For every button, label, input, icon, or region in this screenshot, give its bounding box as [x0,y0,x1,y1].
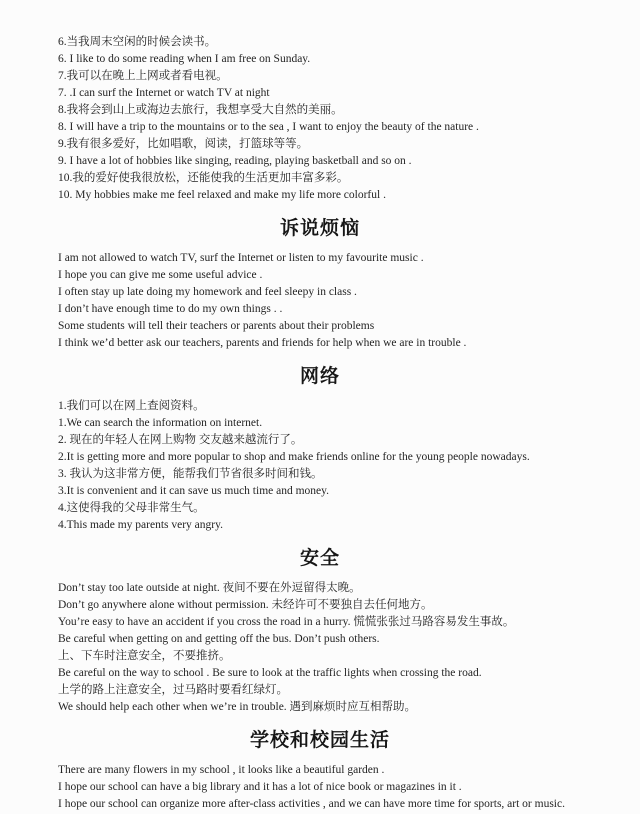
text-line: I am not allowed to watch TV, surf the Internet or listen to my favourite music . [58,252,424,264]
text-line: 3. 我认为这非常方便，能帮我们节省很多时间和钱。 [58,468,323,480]
text-line: I hope our school can have a big library and it has a lot of nice book or magazines in it . [58,781,462,793]
section-hobbies [58,34,600,204]
text-line: I often stay up late doing my homework and feel sleepy in class . [58,286,357,298]
text-line: 1.我们可以在网上查阅资料。 [58,400,205,412]
text-line: 2. 现在的年轻人在网上购物 交友越来越流行了。 [58,434,303,446]
section-heading-internet: 网络 [299,366,340,387]
text-line: Be careful on the way to school . Be sure to look at the traffic lights when crossing the road. [58,667,482,679]
text-line: 上、下车时注意安全，不要推挤。 [58,650,231,662]
text-line: I don’t have enough time to do my own things . . [58,303,283,315]
text-line: 8.我将会到山上或海边去旅行，我想享受大自然的美丽。 [58,104,343,116]
text-line: 9.我有很多爱好，比如唱歌，阅读，打篮球等等。 [58,138,309,150]
text-line: You’re easy to have an accident if you cross the road in a hurry. 慌慌张张过马路容易发生事故。 [58,616,515,628]
text-line: There are many flowers in my school , it looks like a beautiful garden . [58,764,385,776]
text-line: 7. .I can surf the Internet or watch TV at night [58,87,270,99]
text-line: 6. I like to do some reading when I am free on Sunday. [58,53,311,65]
text-line: 10.我的爱好使我很放松，还能使我的生活更加丰富多彩。 [58,172,349,184]
text-line: Don’t go anywhere alone without permission. 未经许可不要独自去任何地方。 [58,599,433,611]
text-line: 1.We can search the information on internet. [58,417,263,429]
text-line: Some students will tell their teachers or parents about their problems [58,320,375,332]
section-school-life [58,728,600,813]
section-internet [58,364,600,534]
section-heading-troubles: 诉说烦恼 [279,218,360,239]
text-line: I think we’d better ask our teachers, parents and friends for help when we are in trouble . [58,337,467,349]
text-line: 4.This made my parents very angry. [58,519,223,531]
text-line: 7.我可以在晚上上网或者看电视。 [58,70,228,82]
text-line: 上学的路上注意安全，过马路时要看红绿灯。 [58,684,288,696]
section-safety [58,546,600,716]
text-line: 9. I have a lot of hobbies like singing, reading, playing basketball and so on . [58,155,412,167]
section-heading-safety: 安全 [299,548,340,569]
text-line: 4.这使得我的父母非常生气。 [58,502,205,514]
text-line: We should help each other when we’re in trouble. 遇到麻烦时应互相帮助。 [58,701,417,713]
text-line: 6.当我周末空闲的时候会读书。 [58,36,217,48]
text-line: I hope our school can organize more after-class activities , and we can have more time for sports, art or music. [58,798,565,810]
text-line: 8. I will have a trip to the mountains or to the sea , I want to enjoy the beauty of the nature . [58,121,479,133]
text-line: Don’t stay too late outside at night. 夜间不要在外逗留得太晚。 [58,582,361,594]
text-line: I hope you can give me some useful advice . [58,269,263,281]
section-troubles [58,216,600,352]
text-line: 10. My hobbies make me feel relaxed and make my life more colorful . [58,189,386,201]
text-line: 3.It is convenient and it can save us much time and money. [58,485,330,497]
section-heading-school-life: 学校和校园生活 [249,730,390,751]
text-line: Be careful when getting on and getting off the bus. Don’t push others. [58,633,380,645]
text-line: 2.It is getting more and more popular to shop and make friends online for the young people nowadays. [58,451,530,463]
